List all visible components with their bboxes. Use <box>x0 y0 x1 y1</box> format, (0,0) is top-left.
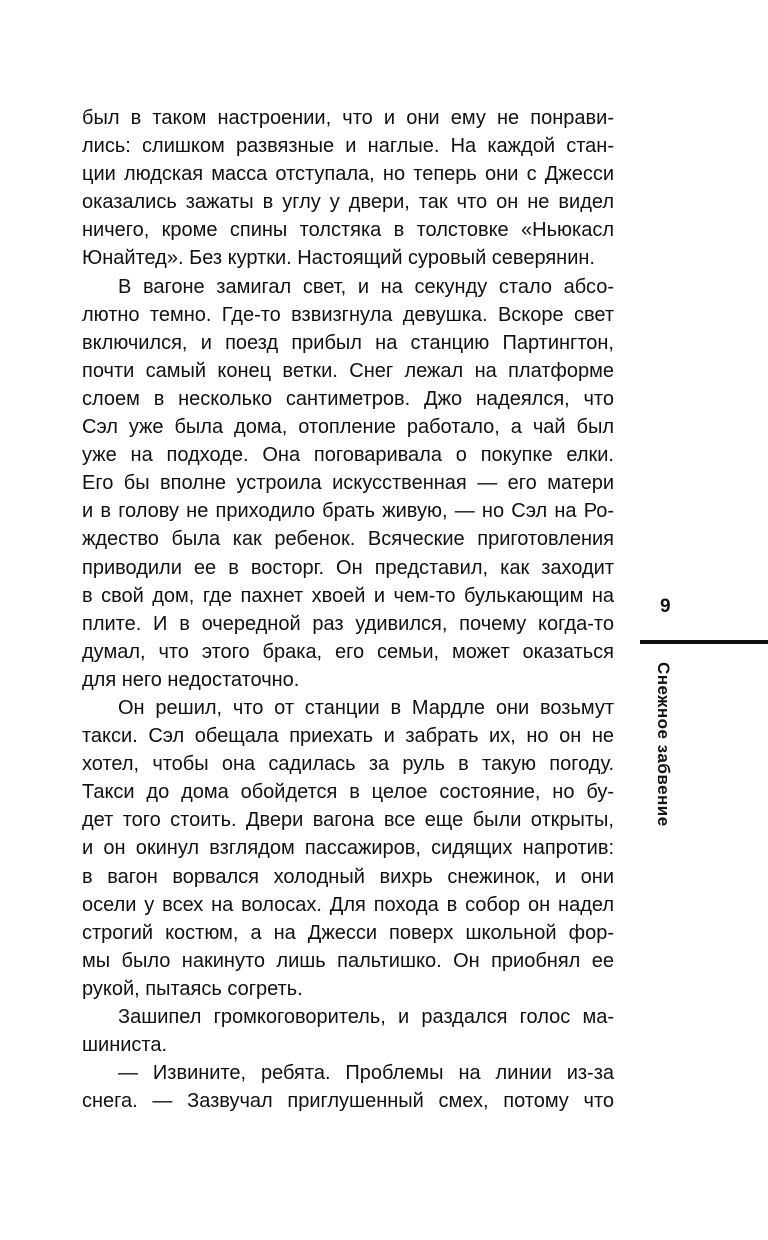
text-line: Такси до дома обойдется в целое состояние, но бу- <box>82 781 614 804</box>
text-line: думал, что этого брака, его семьи, может оказаться <box>82 640 614 663</box>
text-line: ничего, кроме спины толстяка в толстовке «Ньюкасл <box>82 219 614 242</box>
text-line: включился, и поезд прибыл на станцию Партингтон, <box>82 331 614 354</box>
text-line: строгий костюм, а на Джесси поверх школьной фор- <box>82 921 614 944</box>
body-text <box>82 104 614 1115</box>
text-line: лютно темно. Где-то взвизгнула девушка. Вскоре свет <box>82 303 614 326</box>
text-line: Зашипел громкоговоритель, и раздался голос ма- <box>118 1006 614 1028</box>
text-line: Его бы вполне устроила искусственная — его матери <box>82 472 614 495</box>
text-line: почти самый конец ветки. Снег лежал на платформе <box>82 359 614 382</box>
text-line: снега. — Зазвучал приглушенный смех, потому что <box>82 1090 614 1113</box>
text-line: рукой, пытаясь согреть. <box>82 977 303 1000</box>
text-line: в вагон ворвался холодный вихрь снежинок, и они <box>82 865 614 888</box>
text-line: осели у всех на волосах. Для похода в собор он надел <box>82 893 614 916</box>
text-line: был в таком настроении, что и они ему не понрави- <box>82 107 614 129</box>
text-line: хотел, чтобы она садилась за руль в такую погоду. <box>82 753 614 776</box>
text-line: оказались зажаты в углу у двери, так что он не видел <box>82 191 614 214</box>
text-line: слоем в несколько сантиметров. Джо надеялся, что <box>82 387 614 410</box>
text-line: дет того стоить. Двери вагона все еще были открыты, <box>82 809 614 832</box>
text-line: и в голову не приходило брать живую, — но Сэл на Ро- <box>82 500 614 523</box>
text-line: приводили ее в восторг. Он представил, как заходит <box>82 556 614 579</box>
text-line: — Извините, ребята. Проблемы на линии из-за <box>118 1062 614 1085</box>
text-line: В вагоне замигал свет, и на секунду стало абсо- <box>118 275 614 298</box>
text-line: лись: слишком развязные и наглые. На каждой стан- <box>82 135 614 158</box>
edge-rule <box>640 640 768 644</box>
text-line: мы было накинуто лишь пальтишко. Он приобнял ее <box>82 949 614 972</box>
text-line: шиниста. <box>82 1034 168 1057</box>
text-line: Сэл уже была дома, отопление работало, а чай был <box>82 416 614 439</box>
running-title: Снежное забвение <box>654 662 673 827</box>
text-line: уже на подходе. Она поговаривала о покупке елки. <box>82 444 614 467</box>
text-line: Он решил, что от станции в Мардле они возьмут <box>118 696 614 719</box>
page-number: 9 <box>660 596 671 617</box>
text-line: для него недостаточно. <box>82 668 300 691</box>
text-line: такси. Сэл обещала приехать и забрать их, но он не <box>82 725 614 748</box>
text-line: и он окинул взглядом пассажиров, сидящих напротив: <box>82 837 614 860</box>
text-line: Юнайтед». Без куртки. Настоящий суровый северянин. <box>82 247 595 270</box>
text-line: ждество была как ребенок. Всяческие приготовления <box>82 528 614 551</box>
text-line: плите. И в очередной раз удивился, почему когда-то <box>82 612 614 635</box>
text-line: ции людская масса отступала, но теперь они с Джесси <box>82 163 614 186</box>
text-line: в свой дом, где пахнет хвоей и чем-то булькающим на <box>82 584 614 607</box>
